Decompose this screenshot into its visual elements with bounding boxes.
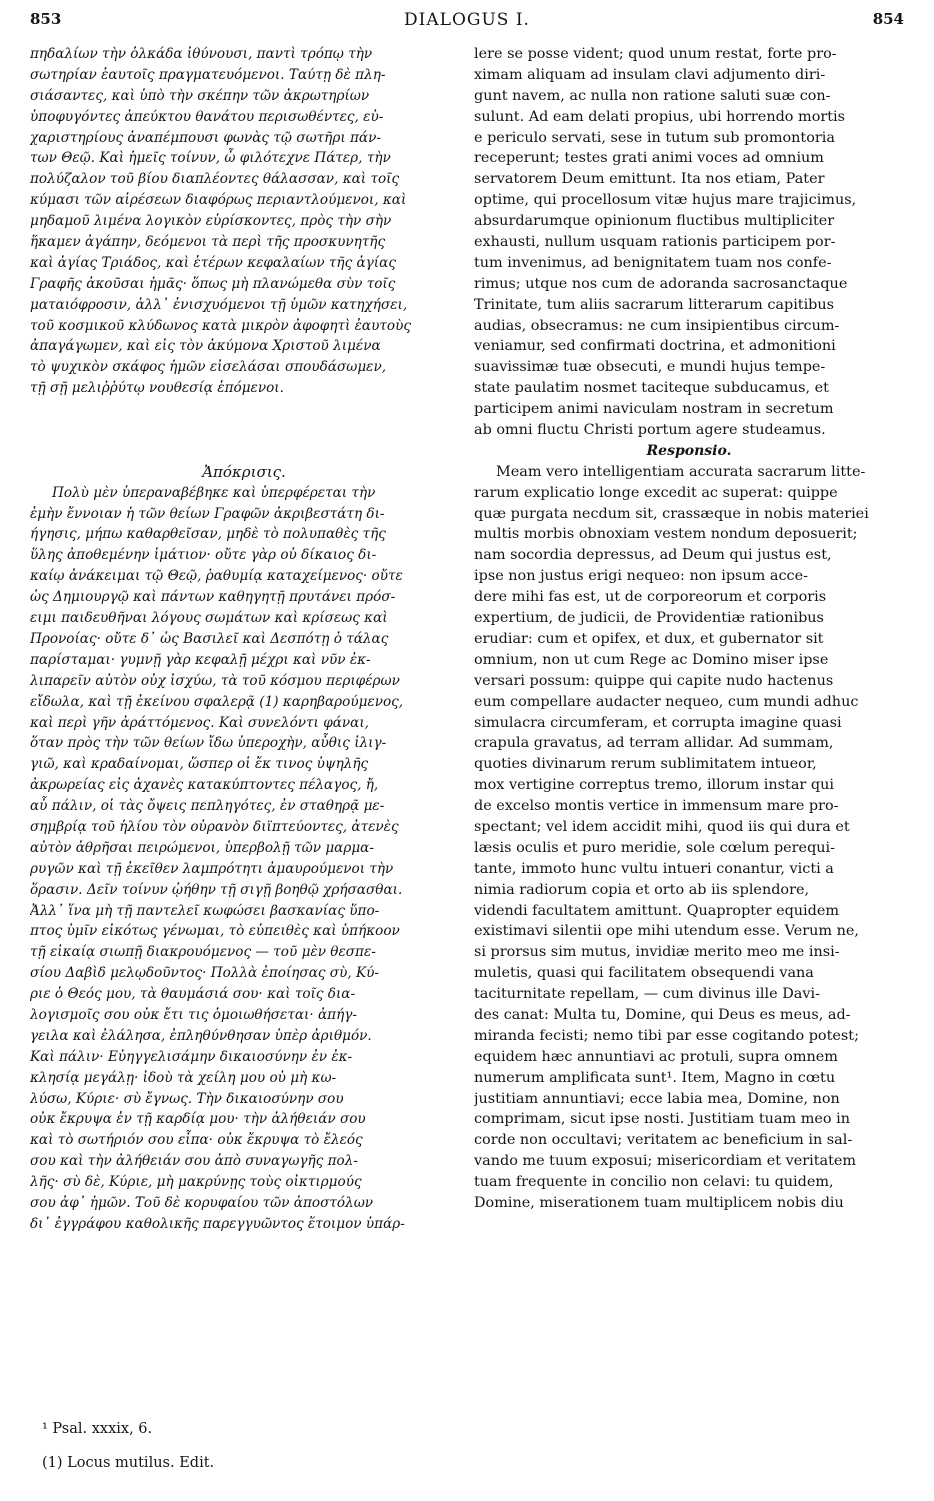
greek-text-line: καὶ περὶ γῆν ἀράττόμενος. Καὶ συνελόντι φάναι,	[30, 714, 369, 731]
greek-text-line: δι᾽ ἐγγράφου καθολικῆς παρεγγυῶντος ἕτοιμον ὑπάρ-	[30, 1215, 405, 1232]
greek-text-line: ριε ὁ Θεός μου, τὰ θαυμάσιά σου· καὶ τοῖς δια-	[30, 986, 356, 1003]
greek-text-line: καίῳ ἀνάκειμαι τῷ Θεῷ, ῥαθυμίᾳ καταχείμενος· οὔτε	[30, 568, 403, 585]
latin-text-line: dere mihi fas est, ut de corporeorum et corporis	[474, 589, 827, 606]
latin-text-line: veniamur, sed confirmati doctrina, et admonitioni	[474, 338, 836, 355]
greek-text-line: ἀπαγάγωμεν, καὶ εἰς τὸν ἀκύμονα Χριστοῦ λιμένα	[30, 338, 381, 355]
footnote: ¹ Psal. xxxix, 6.	[42, 1421, 153, 1437]
latin-text-line: ximam aliquam ad insulam clavi adjumento diri-	[474, 66, 826, 83]
greek-text-line: πτος ὑμῖν εἰκότως γένωμαι, τὸ εὐπειθὲς καὶ ὑπήκοον	[30, 923, 400, 940]
latin-text-line: muletis, quasi qui facilitatem obsequendi vana	[474, 965, 814, 982]
greek-text-line: ἐμὴν ἔννοιαν ἡ τῶν θείων Γραφῶν ἀκριβεστάτη δι-	[30, 505, 385, 522]
spacer	[30, 420, 458, 441]
latin-text-line: tum invenimus, ad benignitatem tuam nos confe-	[474, 254, 832, 271]
latin-text-line: quoties divinarum rerum sublimitatem intueor,	[474, 756, 817, 773]
greek-text-line: αὖ πάλιν, οἱ τὰς ὄψεις πεπληγότες, ἐν σταθηρᾷ με-	[30, 798, 385, 815]
latin-text-line: existimavi silentii ope mihi utendum esse. Verum ne,	[474, 923, 859, 940]
latin-text-line: quæ purgata necdum sit, crassæque in nobis materiei	[474, 505, 869, 522]
latin-text-line: mox vertigine correptus tremo, illorum instar qui	[474, 777, 834, 794]
latin-text-line: nimia radiorum copia et orto ab iis splendore,	[474, 881, 810, 898]
greek-text-line: γειλα καὶ ἐλάλησα, ἐπληθύνθησαν ὑπὲρ ἀριθμόν.	[30, 1027, 372, 1044]
footnotes	[42, 1412, 642, 1480]
greek-text-line: ὕλης ἀποθεμένην ἱμάτιον· οὔτε γὰρ οὐ δίκαιος δι-	[30, 547, 377, 564]
greek-text-line: τοῦ κοσμικοῦ κλύδωνος κατὰ μικρὸν ἀφοφητὶ ἑαυτοὺς	[30, 317, 411, 334]
latin-text-line: equidem hæc annuntiavi ac protuli, supra omnem	[474, 1048, 838, 1065]
greek-text-line: τῇ εἰκαίᾳ σιωπῇ διακρουόμενος — τοῦ μὲν θεσπε-	[30, 944, 376, 961]
greek-text-line: λῆς· σὺ δὲ, Κύριε, μὴ μακρύνῃς τοὺς οἰκτιρμούς	[30, 1174, 362, 1191]
latin-text-line: gunt navem, ac nulla non ratione saluti suæ con-	[474, 87, 831, 104]
greek-text-line: ματαιόφροσιν, ἀλλ᾽ ἐνισχυόμενοι τῇ ὑμῶν κατηχήσει,	[30, 296, 408, 313]
latin-text-line: eum compellare audacter nequeo, cum mundi adhuc	[474, 693, 859, 710]
latin-text-line: miranda fecisti; nemo tibi par esse cogitando potest;	[474, 1027, 859, 1044]
latin-text-line: receperunt; testes grati animi voces ad omnium	[474, 150, 824, 167]
greek-text-line: σωτηρίαν ἑαυτοῖς πραγματευόμενοι. Ταύτῃ δὲ πλη-	[30, 66, 386, 83]
greek-text-line: ὅταν πρὸς τὴν τῶν θείων ἴδω ὑπεροχὴν, αὖθις ἰλιγ-	[30, 735, 387, 752]
spacer	[30, 399, 458, 420]
greek-section-heading: Ἀπόκρισις.	[202, 462, 286, 481]
latin-text-line: læsis oculis et puro meridie, sole cœlum perequi-	[474, 839, 836, 856]
greek-text-line: εἴδωλα, καὶ τῇ ἐκείνου σφαλερᾷ (1) καρηβαρούμενος,	[30, 693, 404, 710]
greek-text-line: σιάσαντες, καὶ ὑπὸ τὴν σκέπην τῶν ἀκρωτηρίων	[30, 87, 370, 104]
greek-text-line: σου ἀφ᾽ ἡμῶν. Τοῦ δὲ κορυφαίου τῶν ἀποστόλων	[30, 1194, 374, 1211]
latin-text-line: state paulatim nosmet taciteque subducamus, et	[474, 380, 829, 397]
latin-text-line: simulacra circumferam, et corrupta imagine quasi	[474, 714, 842, 731]
greek-text-line: σημβρίᾳ τοῦ ἡλίου τὸν οὐρανὸν διϊπτεύοντες, ἀτενὲς	[30, 818, 399, 835]
greek-text-line: Πολὺ μὲν ὑπεραναβέβηκε καὶ ὑπερφέρεται τὴν	[52, 484, 376, 501]
page-number-left: 853	[30, 10, 62, 28]
latin-text-line: vando me tuum exposui; misericordiam et veritatem	[474, 1153, 857, 1170]
latin-text-line: taciturnitate repellam, — cum divinus ille Davi-	[474, 986, 820, 1003]
greek-text-line: λύσω, Κύριε· σὺ ἔγνως. Τὴν δικαιοσύνην σου	[30, 1090, 344, 1107]
greek-text-line: καὶ τὸ σωτήριόν σου εἶπα· οὐκ ἔκρυψα τὸ ἔλεός	[30, 1132, 363, 1149]
latin-text-line: rimus; utque nos cum de adoranda sacrosanctaque	[474, 275, 848, 292]
latin-text-line: ab omni fluctu Christi portum agere studeamus.	[474, 422, 826, 439]
latin-text-line: videndi facultatem amittunt. Quapropter equidem	[474, 902, 840, 919]
greek-text-line: Προνοίας· οὔτε δ᾽ ὡς Βασιλεῖ καὶ Δεσπότῃ ὁ τάλας	[30, 630, 389, 647]
latin-text-line: rarum explicatio longe excedit ac superat: quippe	[474, 484, 838, 501]
footnote: (1) Locus mutilus. Edit.	[42, 1455, 215, 1471]
latin-column	[474, 44, 904, 1214]
greek-text-line: ἥκαμεν ἀγάπην, δεόμενοι τὰ περὶ τῆς προσκυνητῆς	[30, 234, 386, 251]
greek-text-line: κύμασι τῶν αἱρέσεων διαφόρως περιαντλούμενοι, καὶ	[30, 192, 407, 209]
latin-text-line: spectant; vel idem accidit mihi, quod iis qui dura et	[474, 818, 850, 835]
greek-text-line: σου καὶ τὴν ἀλήθειάν σου ἀπὸ συναγωγῆς πολ-	[30, 1153, 358, 1170]
latin-text-line: tuam frequente in concilio non celavi: tu quidem,	[474, 1174, 834, 1191]
greek-text-line: σίου Δαβὶδ μελῳδοῦντος· Πολλὰ ἐποίησας σὺ, Κύ-	[30, 965, 380, 982]
latin-text-line: lere se posse vident; quod unum restat, forte pro-	[474, 46, 837, 62]
greek-text-line: Ἀλλ᾽ ἵνα μὴ τῇ παντελεῖ κωφώσει βασκανίας ὕπο-	[30, 902, 380, 919]
latin-section-heading: Responsio.	[646, 442, 732, 459]
latin-text-line: numerum amplificata sunt¹. Item, Magno in cœtu	[474, 1069, 836, 1086]
latin-text-line: de excelso montis vertice in immensum mare pro-	[474, 798, 839, 815]
latin-text-line: participem animi naviculam nostram in secretum	[474, 401, 834, 418]
greek-text-line: παρίσταμαι· γυμνῇ γὰρ κεφαλῇ μέχρι καὶ νῦν ἐκ-	[30, 651, 371, 668]
greek-text-line: λιπαρεῖν αὐτὸν οὐχ ἰσχύω, τὰ τοῦ κόσμου περιφέρων	[30, 672, 400, 689]
latin-text-line: justitiam annuntiavi; ecce labia mea, Domine, non	[474, 1090, 840, 1107]
greek-text-line: χαριστηρίους ἀναπέμπουσι φωνὰς τῷ σωτῆρι πάν-	[30, 129, 381, 146]
latin-text-line: erudiar: cum et opifex, et dux, et gubernator sit	[474, 630, 824, 647]
running-title: DIALOGUS I.	[404, 10, 530, 30]
page-header	[30, 6, 904, 34]
greek-text-line: τὸ ψυχικὸν σκάφος ἡμῶν εἰσελάσαι σπουδάσωμεν,	[30, 359, 387, 376]
greek-text-line: τῇ σῇ μελιῤῥύτῳ νουθεσίᾳ ἑπόμενοι.	[30, 380, 284, 397]
greek-text-line: Καὶ πάλιν· Εὐηγγελισάμην δικαιοσύνην ἐν ἐκ-	[30, 1048, 353, 1065]
latin-text-line: multis morbis obnoxiam vestem nondum deposuerit;	[474, 526, 858, 543]
latin-text-line: tante, immoto hunc vultu intueri conantur, victi a	[474, 860, 834, 877]
latin-text-line: optime, qui procellosum vitæ hujus mare trajicimus,	[474, 192, 857, 209]
latin-text-line: absurdarumque opinionum fluctibus multipliciter	[474, 213, 835, 230]
latin-text-line: versari possum: quippe qui capite nudo hactenus	[474, 672, 834, 689]
greek-text-line: οὐκ ἔκρυψα ἐν τῇ καρδίᾳ μου· τὴν ἀλήθειάν σου	[30, 1111, 366, 1128]
latin-text-line: crapula gravatus, ad terram allidar. Ad summam,	[474, 735, 834, 752]
greek-column	[30, 44, 458, 1235]
latin-text-line: sulunt. Ad eam delati propius, ubi horrendo mortis	[474, 108, 846, 125]
greek-text-line: αὐτὸν ἀθρῆσαι πειρώμενοι, ὑπερβολῇ τῶν μαρμα-	[30, 839, 374, 856]
greek-text-line: καὶ ἁγίας Τριάδος, καὶ ἑτέρων κεφαλαίων τῆς ἁγίας	[30, 254, 396, 271]
latin-text-line: Meam vero intelligentiam accurata sacrarum litte-	[496, 463, 866, 480]
latin-text-line: nam socordia depressus, ad Deum qui justus est,	[474, 547, 832, 564]
greek-text-line: λογισμοῖς σου οὐκ ἔτι τις ὁμοιωθήσεται· ἀπήγ-	[30, 1006, 357, 1023]
latin-text-line: corde non occultavi; veritatem ac beneficium in sal-	[474, 1132, 853, 1149]
greek-text-line: πολύζαλον τοῦ βίου διαπλέοντες θάλασσαν, καὶ τοῖς	[30, 171, 400, 188]
latin-text-line: e periculo servati, sese in tutum sub promontoria	[474, 129, 835, 146]
latin-text-line: audias, obsecramus: ne cum insipientibus circum-	[474, 317, 840, 334]
latin-text-line: suavissimæ tuæ obsecuti, e mundi hujus tempe-	[474, 359, 826, 376]
greek-text-line: ρυγῶν καὶ τῇ ἐκεῖθεν λαμπρότητι ἀμαυρούμενοι τὴν	[30, 860, 394, 877]
latin-text-line: servatorem Deum emittunt. Ita nos etiam, Pater	[474, 171, 825, 188]
page-number-right: 854	[872, 10, 904, 28]
latin-text-line: omnium, non ut cum Rege ac Domino miser ipse	[474, 651, 829, 668]
greek-text-line: Γραφῆς ἀκοῦσαι ἡμᾶς· ὅπως μὴ πλανώμεθα σὺν τοῖς	[30, 275, 396, 292]
greek-text-line: ήγησις, μήπω καθαρθεῖσαν, μηδὲ τὸ πολυπαθὲς τῆς	[30, 526, 386, 543]
greek-text-line: πηδαλίων τὴν ὁλκάδα ἰθύνουσι, παντὶ τρόπῳ τὴν	[30, 46, 373, 62]
latin-text-line: des canat: Multa tu, Domine, qui Deus es meus, ad-	[474, 1006, 851, 1023]
latin-text-line: si prorsus sim mutus, invidiæ merito meo me insi-	[474, 944, 840, 961]
greek-text-line: ἀκρωρείας εἰς ἀχανὲς κατακύπτοντες πέλαγος, ἤ,	[30, 777, 379, 794]
greek-text-line: κλησίᾳ μεγάλῃ· ἰδοὺ τὰ χείλη μου οὐ μὴ κω-	[30, 1069, 337, 1086]
latin-text-line: expertium, de judicii, de Providentiæ rationibus	[474, 610, 824, 627]
greek-text-line: γιῶ, καὶ κραδαίνομαι, ὥσπερ οἱ ἔκ τινος ὑψηλῆς	[30, 756, 369, 773]
latin-text-line: ipse non justus erigi nequeo: non ipsum acce-	[474, 568, 808, 585]
greek-text-line: ὑποφυγόντες ἀπεύκτου θανάτου περισωθέντες, εὐ-	[30, 108, 384, 125]
latin-text-line: exhausti, nullum usquam rationis participem por-	[474, 234, 836, 251]
greek-text-line: ὅρασιν. Δεῖν τοίνυν ᾠήθην τῇ σιγῇ βοηθῷ χρήσασθαι.	[30, 881, 403, 898]
greek-text-line: ειμι παιδευθῆναι λόγους σωμάτων καὶ κρίσεως καὶ	[30, 610, 388, 627]
latin-text-line: Domine, miserationem tuam multiplicem nobis diu	[474, 1194, 844, 1211]
greek-text-line: των Θεῷ. Καὶ ἡμεῖς τοίνυν, ὦ φιλότεχνε Πάτερ, τὴν	[30, 150, 391, 167]
spacer	[30, 441, 458, 462]
latin-text-line: Trinitate, tum aliis sacrarum litterarum capitibus	[474, 296, 835, 313]
latin-text-line: comprimam, sicut ipse nosti. Justitiam tuam meo in	[474, 1111, 851, 1128]
greek-text-line: μηδαμοῦ λιμένα λογικὸν εὑρίσκοντες, πρὸς τὴν σὴν	[30, 213, 392, 230]
greek-text-line: ὡς Δημιουργῷ καὶ πάντων καθηγητῇ πρυτάνει πρόσ-	[30, 589, 396, 606]
